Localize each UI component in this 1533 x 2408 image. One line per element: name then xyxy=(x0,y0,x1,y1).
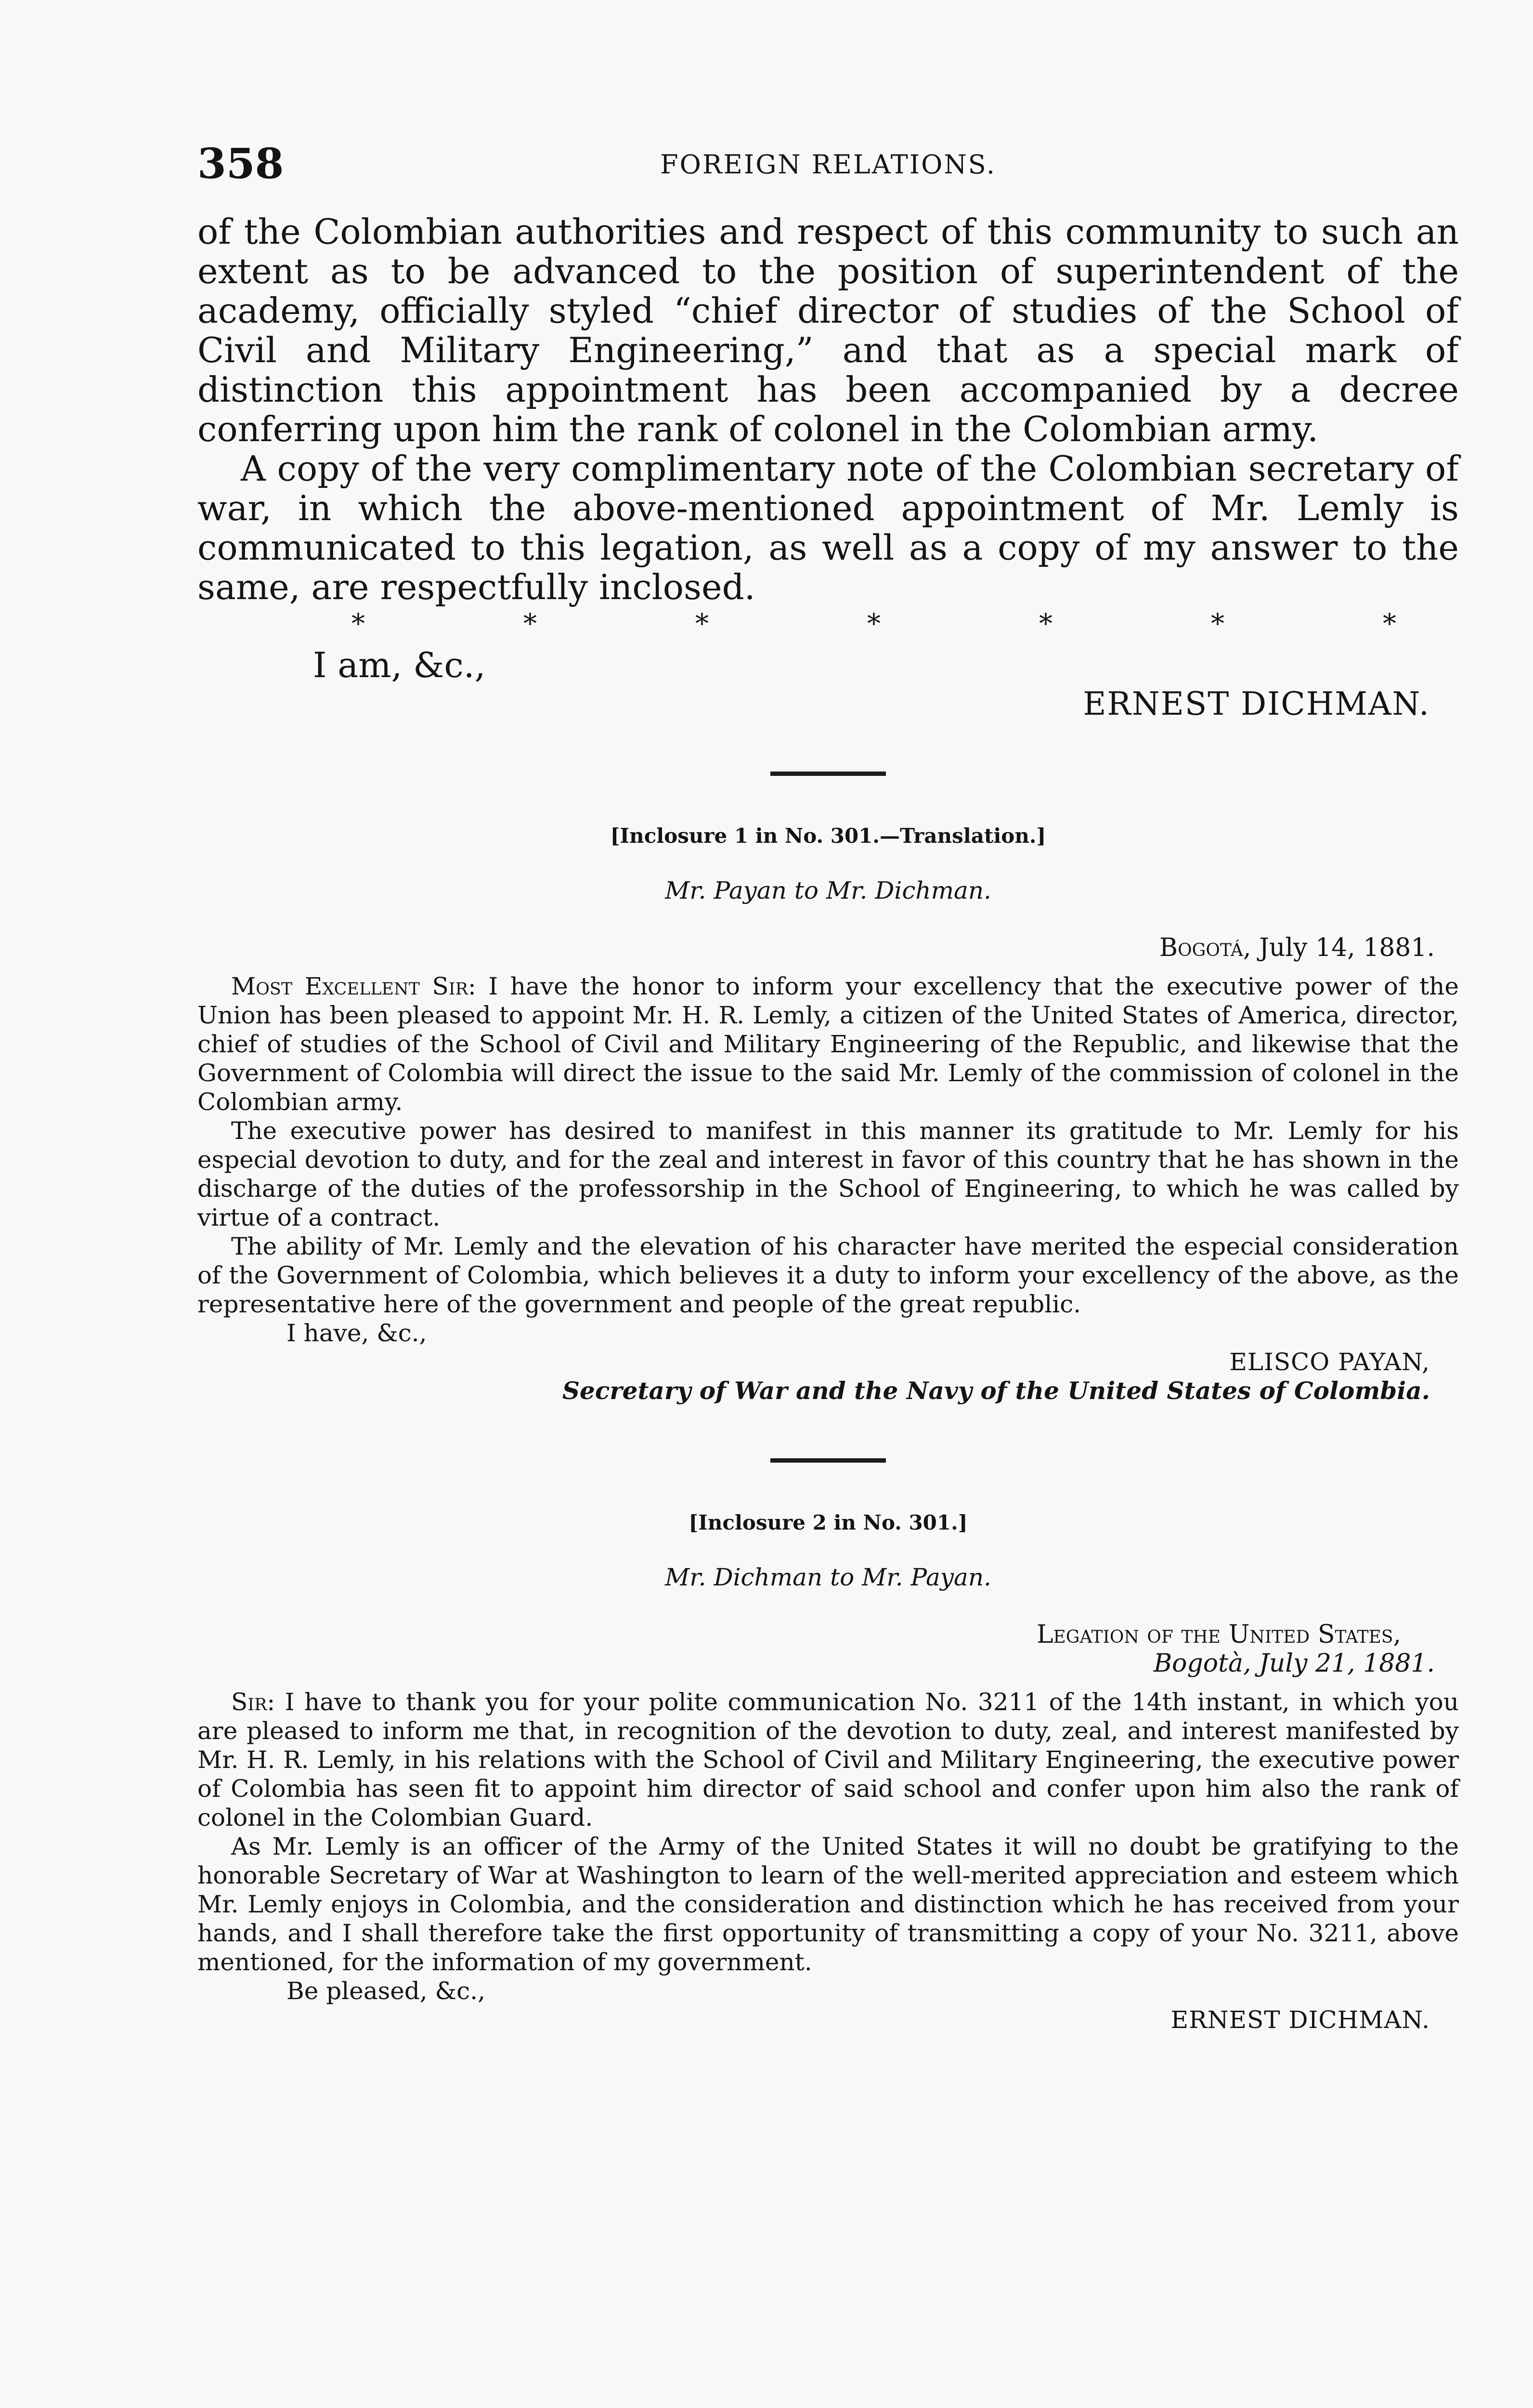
section-divider xyxy=(770,772,886,776)
section-divider xyxy=(770,1458,886,1463)
inclosure-2-place: Legation of the United States, xyxy=(1036,1620,1401,1649)
dateline-place: Bogotá, xyxy=(1159,933,1251,962)
inclosure-1-title: Secretary of War and the Navy of the United States of Colombia. xyxy=(562,1376,1430,1405)
salutation: Most Excellent Sir: xyxy=(231,972,476,1000)
inclosure-1-body xyxy=(197,972,1459,1319)
inclosure-1-paragraph-3: The ability of Mr. Lemly and the elevation of his character have merited the especial consideration of the Government of Colombia, which believes it a duty to inform your excellency of the above, as the representative here of the government and people of the great republic. xyxy=(197,1232,1459,1318)
document-page xyxy=(197,140,1459,2034)
inclosure-1-paragraph-2: The executive power has desired to manifest in this manner its gratitude to Mr. Lemly for his especial devotion to duty, and for the zeal and interest in favor of this country that he has shown in the discharge of the duties of the professorship in the School of Engineering, to which he was called by virtue of a contract. xyxy=(197,1117,1459,1231)
letter-body xyxy=(197,212,1459,607)
star: * xyxy=(1039,608,1052,640)
inclosure-1-label: [Inclosure 1 in No. 301.—Translation.] xyxy=(610,824,1046,848)
star: * xyxy=(1383,608,1396,640)
inclosure-2-paragraph-1 xyxy=(197,1688,1459,1832)
paragraph-text: I have the honor to inform your excellency that the executive power of the Union has been pleased to appoint Mr. H. R. Lemly, a citizen of the United States of America, director, chief of studies of the School of Civil and Military Engineering of the Republic, and likewise that the Government of Colombia will direct the issue to the said Mr. Lemly of the commission of colonel in the Colombian army. xyxy=(197,972,1459,1116)
salutation: Sir: xyxy=(231,1688,275,1716)
inclosure-1-signature: ELISCO PAYAN, xyxy=(1229,1348,1430,1376)
dateline-date: July 14, 1881. xyxy=(1259,933,1435,962)
page-number: 358 xyxy=(197,140,284,188)
star: * xyxy=(867,608,881,640)
inclosure-2-heading: Mr. Dichman to Mr. Payan. xyxy=(665,1563,991,1591)
inclosure-1-paragraph-1 xyxy=(197,972,1459,1116)
star: * xyxy=(695,608,709,640)
inclosure-2-paragraph-2: As Mr. Lemly is an officer of the Army of the United States it will no doubt be gratifying to the honorable Secretary of War at Washington to learn of the well-merited appreciation and esteem which Mr. Lemly enjoys in Colombia, and the consideration and distinction which he has received from your hands, and I shall therefore take the first opportunity of transmitting a copy of your No. 3211, above mentioned, for the information of my government. xyxy=(197,1832,1459,1976)
letter-paragraph-1: of the Colombian authorities and respect of this community to such an extent as to be advanced to the position of superintendent of the academy, officially styled “chief director of studies of the School of Civil and Military Engineering,” and that as a special mark of distinction this appointment has been accompanied by a decree conferring upon him the rank of colonel in the Colombian army. xyxy=(197,211,1459,449)
inclosure-1-dateline xyxy=(197,933,1459,962)
inclosure-2-closing: Be pleased, &c., xyxy=(286,1977,485,2005)
page-header xyxy=(197,140,1459,212)
inclosure-2-body xyxy=(197,1688,1459,1976)
inclosure-2-label: [Inclosure 2 in No. 301.] xyxy=(689,1511,968,1534)
letter-signature: ERNEST DICHMAN. xyxy=(1083,685,1430,722)
inclosure-2-signature: ERNEST DICHMAN. xyxy=(1170,2006,1430,2034)
star: * xyxy=(1211,608,1224,640)
letter-paragraph-2: A copy of the very complimentary note of the Colombian secretary of war, in which the above-mentioned appointment of Mr. Lemly is communicated to this legation, as well as a copy of my answer to the same, are respectfully inclosed. xyxy=(197,448,1459,607)
star: * xyxy=(523,608,537,640)
running-head: FOREIGN RELATIONS. xyxy=(660,149,996,180)
star: * xyxy=(351,608,365,640)
paragraph-text: I have to thank you for your polite communication No. 3211 of the 14th instant, in which you are pleased to inform me that, in recognition of the devotion to duty, zeal, and interest manifested by Mr. H. R. Lemly, in his relations with the School of Civil and Military Engineering, the executive power of Colombia has seen fit to appoint him director of said school and confer upon him also the rank of colonel in the Colombian Guard. xyxy=(197,1688,1459,1832)
inclosure-2-date: Bogotà, July 21, 1881. xyxy=(1153,1649,1435,1678)
inclosure-1-heading: Mr. Payan to Mr. Dichman. xyxy=(665,877,991,904)
letter-closing: I am, &c., xyxy=(313,645,486,685)
ellipsis-stars xyxy=(197,610,1459,639)
inclosure-1-closing: I have, &c., xyxy=(286,1319,427,1347)
